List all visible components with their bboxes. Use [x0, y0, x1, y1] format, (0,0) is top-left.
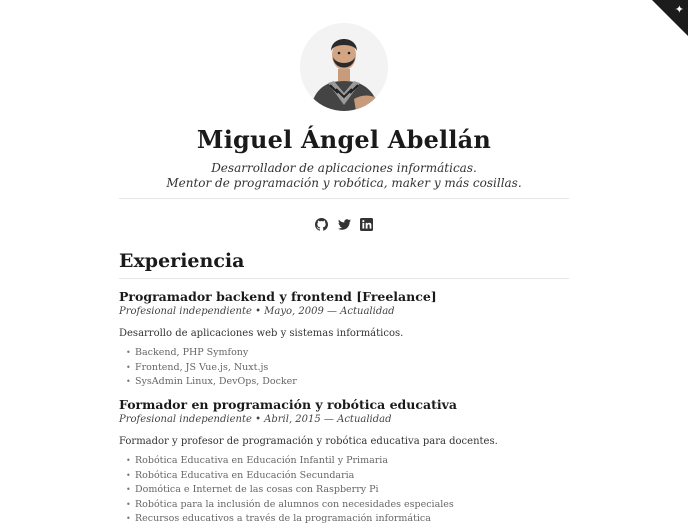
job-skill-list	[119, 454, 569, 527]
job-skill-list	[119, 346, 569, 390]
list-item: • Domótica e Internet de las cosas con Raspberry Pi	[119, 483, 569, 498]
experience-divider	[119, 278, 569, 279]
linkedin-icon[interactable]	[360, 216, 373, 229]
job-description: Desarrollo de aplicaciones web y sistemas informáticos.	[119, 328, 404, 339]
avatar	[300, 23, 388, 111]
list-item: • Robótica Educativa en Educación Infantil y Primaria	[119, 454, 569, 469]
list-item: • Backend, PHP Symfony	[119, 346, 569, 361]
job-meta: Profesional independiente • Abril, 2015 — Actualidad	[119, 414, 392, 425]
tagline-line-1: Desarrollador de aplicaciones informáticas.	[211, 161, 477, 175]
job-entry	[119, 397, 569, 527]
social-links	[119, 212, 569, 231]
list-item: • Recursos educativos a través de la programación informática	[119, 512, 569, 527]
job-description: Formador y profesor de programación y robótica educativa para docentes.	[119, 436, 498, 447]
twitter-icon[interactable]	[338, 216, 351, 229]
avatar-illustration	[300, 23, 388, 111]
experience-heading: Experiencia	[119, 250, 245, 272]
profile-name: Miguel Ángel Abellán	[196, 125, 492, 154]
header-divider	[119, 198, 569, 199]
job-title: Programador backend y frontend [Freelance]	[119, 289, 437, 304]
tagline-line-2: Mentor de programación y robótica, maker y más cosillas.	[166, 176, 522, 190]
job-entry	[119, 289, 569, 390]
profile-tagline	[119, 161, 569, 191]
github-icon[interactable]	[315, 216, 328, 229]
job-meta: Profesional independiente • Mayo, 2009 — Actualidad	[119, 306, 395, 317]
list-item: • Frontend, JS Vue.js, Nuxt.js	[119, 361, 569, 376]
list-item: • Robótica Educativa en Educación Secundaria	[119, 469, 569, 484]
list-item: • SysAdmin Linux, DevOps, Docker	[119, 375, 569, 390]
list-item: • Robótica para la inclusión de alumnos con necesidades especiales	[119, 498, 569, 513]
job-title: Formador en programación y robótica educativa	[119, 397, 457, 412]
octocat-icon[interactable]: ✦	[674, 3, 684, 16]
